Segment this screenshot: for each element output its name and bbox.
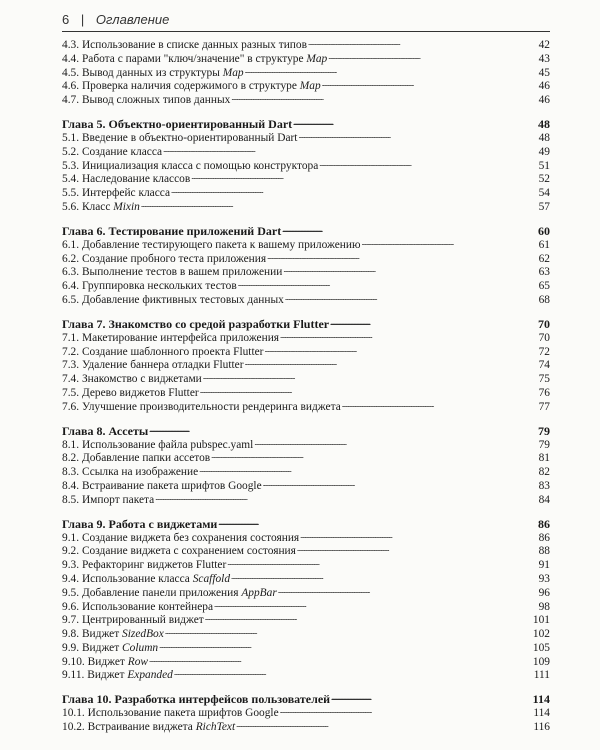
dot-leader [322,77,535,92]
chapter-title [62,117,292,132]
dot-leader [231,570,535,585]
chapter-title [62,224,281,239]
section-number: 5.2. [62,145,80,158]
section-number: 9.11. [62,669,85,682]
dot-leader [267,250,535,265]
dot-leader [308,36,535,51]
section-text-italic: SizedBox [122,628,164,641]
page-ref: 114 [533,707,550,720]
dot-leader [191,170,535,185]
section-text: Добавление тестирующего пакета к вашему приложению [81,238,361,251]
page-ref: 93 [538,572,550,585]
section-text: Ссылка на изображение [81,466,199,479]
dot-leader [159,639,532,654]
dot-leader [155,491,535,506]
section-text: Вывод данных из структуры [81,66,223,79]
chapter-title-text: Глава 7. Знакомство со средой разработки Flutter [62,316,330,331]
page-ref: 81 [538,452,550,465]
dot-leader [254,436,535,451]
section-title [62,94,230,108]
section-text: Класс [81,200,114,213]
section-number: 10.2. [62,721,85,734]
section-number: 5.1. [62,131,80,144]
chapter-block [62,224,550,308]
page-ref: 101 [532,614,550,627]
dot-leader [245,356,535,371]
section-number: 5.4. [62,173,80,186]
chapter-block [62,692,550,735]
dot-leader [211,449,535,464]
page-ref: 116 [533,721,550,734]
section-text-italic: Row [127,655,148,668]
page-ref: 109 [532,655,550,668]
dot-leader [264,343,535,358]
section-number: 8.5. [62,493,80,506]
section-title [62,346,263,360]
page-ref: 45 [538,66,550,79]
section-text: Создание пробного теста приложения [81,252,267,265]
page-ref: 88 [538,545,550,558]
section-number: 4.7. [62,94,80,107]
dot-leader [203,370,535,385]
section-title [62,332,279,346]
page-ref: 72 [538,345,550,358]
section-text: Создание виджета без сохранения состояния [81,531,300,544]
section-text: Группировка нескольких тестов [81,280,237,293]
section-text-italic: Scaffold [192,572,231,585]
section-number: 7.1. [62,331,80,344]
page-ref: 54 [538,187,550,200]
section-title [62,452,210,466]
section-text: Интерфейс класса [81,187,171,200]
section-title [62,373,202,387]
toc-section-entry[interactable] [62,401,550,415]
page-ref: 48 [538,131,550,144]
section-number: 6.4. [62,280,80,293]
section-number: 6.2. [62,252,80,265]
page-ref: 84 [538,493,550,506]
page-ref: 77 [538,400,550,413]
section-text: Добавление фиктивных тестовых данных [81,293,284,306]
section-text: Улучшение производительности рендеринга виджета [81,400,341,413]
section-text: Использование контейнера [81,600,214,613]
dot-leader [342,398,535,413]
section-text-italic: Expanded [127,669,173,682]
section-number: 9.4. [62,572,80,585]
section-number: 8.4. [62,479,80,492]
page-ref: 82 [538,466,550,479]
section-number: 7.3. [62,359,80,372]
page-ref: 42 [538,39,550,51]
chapter-title-text: Глава 6. Тестирование приложений Dart [62,223,282,238]
section-number: 8.3. [62,466,80,479]
section-text-italic: RichText [195,721,236,734]
dot-leader [328,50,535,65]
section-number: 7.6. [62,400,80,413]
section-number: 9.9. [62,641,80,654]
dot-leader [171,184,535,199]
section-text: Знакомство с виджетами [81,373,202,386]
dot-leader [174,666,533,681]
section-number: 9.1. [62,531,80,544]
page-ref: 86 [538,531,550,544]
section-text: Центрированный виджет [81,614,204,627]
page-ref: 52 [538,173,550,186]
page-ref: 46 [538,94,550,107]
dot-leader [238,277,535,292]
dot-leader [319,157,535,172]
page-ref: 68 [538,293,550,306]
dot-leader [199,463,535,478]
toc-section-entry[interactable] [62,494,550,508]
section-number: 7.4. [62,373,80,386]
section-title [62,628,164,642]
section-text: Виджет [87,669,128,682]
section-text: Наследование классов [81,173,191,186]
page-ref: 61 [538,238,550,251]
section-title [62,401,341,415]
section-number: 7.5. [62,386,80,399]
chapter-title-text: Глава 8. Ассеты [62,423,149,438]
page-ref: 79 [538,438,550,451]
section-title [62,146,162,160]
page-ref: 102 [532,628,550,641]
section-number: 6.1. [62,238,80,251]
section-number: 9.3. [62,559,80,572]
dot-leader [278,584,535,599]
page-ref: 98 [538,600,550,613]
dot-leader [141,198,535,213]
page-ref: 75 [538,373,550,386]
section-title [62,201,140,215]
section-text: Создание класса [81,145,163,158]
page-number: 6 [62,12,70,27]
section-text: Дерево виджетов Flutter [81,386,199,399]
section-text: Добавление панели приложения [81,586,242,599]
section-number: 6.3. [62,266,80,279]
dot-leader [298,129,535,144]
section-text: Использование пакета шрифтов Google [87,707,279,720]
section-text: Встраивание пакета шрифтов Google [81,479,262,492]
chapter-block [62,517,550,684]
page-ref: 79 [538,423,550,438]
dot-leader [236,718,532,733]
dot-leader [214,598,535,613]
section-title [62,387,199,401]
dot-leader [300,529,535,544]
section-number: 9.7. [62,614,80,627]
dot-leader [361,236,535,251]
dot-leader [280,704,533,719]
section-title [62,532,299,546]
section-title [62,466,198,480]
section-number: 9.8. [62,628,80,641]
page-ref: 48 [538,116,550,131]
dot-leader [149,653,532,668]
dot-leader [205,611,532,626]
running-header [62,11,550,32]
section-title [62,642,158,656]
chapter-title [62,424,148,439]
section-text-italic: Map [222,66,244,79]
section-text: Работа с парами "ключ/значение" в структуре [81,52,307,65]
section-title [62,494,154,508]
page-ref: 96 [538,586,550,599]
page-ref: 76 [538,386,550,399]
section-text-italic: Map [306,52,328,65]
page-ref: 111 [533,669,550,682]
section-text: Использование в списке данных разных типов [81,39,307,51]
section-title [62,601,213,615]
page-ref: 62 [538,252,550,265]
page-ref: 49 [538,145,550,158]
dot-leader [263,477,535,492]
toc-section-entry[interactable] [62,721,550,735]
page-ref: 70 [538,316,550,331]
section-number: 4.4. [62,52,80,65]
chapter-block [62,317,550,415]
page-ref: 86 [538,516,550,531]
section-title [62,67,244,81]
section-number: 4.5. [62,66,80,79]
table-of-contents [62,39,550,735]
section-text: Встраивание виджета [87,721,196,734]
page-ref: 70 [538,331,550,344]
section-number: 9.10. [62,655,85,668]
page-ref: 57 [538,200,550,213]
section-number: 10.1. [62,707,85,720]
page-ref: 43 [538,52,550,65]
section-number: 5.6. [62,200,80,213]
section-text-italic: AppBar [241,586,277,599]
section-number: 8.2. [62,452,80,465]
section-text: Рефакторинг виджетов Flutter [81,559,227,572]
section-text: Добавление папки ассетов [81,452,211,465]
section-text: Использование файла pubspec.yaml [81,438,254,451]
section-number: 5.3. [62,159,80,172]
section-text: Виджет [87,655,128,668]
section-number: 4.3. [62,39,80,51]
section-text-italic: Mixin [113,200,140,213]
dot-leader [285,291,535,306]
toc-section-entry[interactable] [62,294,550,308]
dot-leader [245,64,535,79]
dot-leader [165,625,532,640]
header-title: Оглавление [95,12,170,27]
page-ref: 91 [538,559,550,572]
section-text-italic: Column [122,641,159,654]
section-text: Введение в объектно-ориентированный Dart [81,131,298,144]
section-text: Создание виджета с сохранением состояния [81,545,296,558]
page-ref: 114 [532,692,550,707]
section-text: Создание шаблонного проекта Flutter [81,345,264,358]
chapter-title [62,517,217,532]
section-number: 9.6. [62,600,80,613]
chapter-block [62,424,550,508]
dot-leader [280,329,535,344]
toc-section-entry[interactable] [62,94,550,108]
section-text: Виджет [81,628,123,641]
chapter-title-text: Глава 9. Работа с виджетами [62,516,218,531]
section-number: 5.5. [62,187,80,200]
dot-leader [163,143,535,158]
dot-leader [231,91,535,106]
page-ref: 83 [538,479,550,492]
section-text: Виджет [81,641,123,654]
chapter-title-text: Глава 5. Объектно-ориентированный Dart [62,116,293,131]
dot-leader [297,542,535,557]
page-ref: 63 [538,266,550,279]
section-title [62,294,284,308]
section-title [62,39,307,53]
page-ref: 51 [538,159,550,172]
section-number: 6.5. [62,293,80,306]
section-text-italic: Map [299,80,321,93]
section-title [62,669,173,683]
section-title [62,280,237,294]
section-title [62,573,230,587]
page-ref: 74 [538,359,550,372]
section-title [62,656,148,670]
section-number: 7.2. [62,345,80,358]
dot-leader [283,263,535,278]
chapter-title-text: Глава 10. Разработка интерфейсов пользователей [62,692,331,707]
section-title [62,253,266,267]
section-number: 4.6. [62,80,80,93]
page-ref: 60 [538,223,550,238]
section-text: Макетирование интерфейса приложения [81,331,280,344]
section-text: Импорт пакета [81,493,155,506]
dot-leader [227,556,535,571]
page-ref: 46 [538,80,550,93]
chapter-block [62,117,550,215]
header-separator: | [80,12,85,27]
section-text: Проверка наличия содержимого в структуре [81,80,300,93]
section-text: Удаление баннера отладки Flutter [81,359,244,372]
section-title [62,721,235,735]
section-title [62,559,226,573]
section-text: Использование класса [81,572,193,585]
section-number: 8.1. [62,438,80,451]
section-number: 9.5. [62,586,80,599]
section-text: Вывод сложных типов данных [81,94,231,107]
dot-leader [200,384,535,399]
section-text: Инициализация класса с помощью конструктора [81,159,319,172]
toc-section-entry[interactable] [62,201,550,215]
section-number: 9.2. [62,545,80,558]
page-ref: 105 [532,641,550,654]
page-ref: 65 [538,280,550,293]
section-text: Выполнение тестов в вашем приложении [81,266,283,279]
toc-section-entry[interactable] [62,669,550,683]
